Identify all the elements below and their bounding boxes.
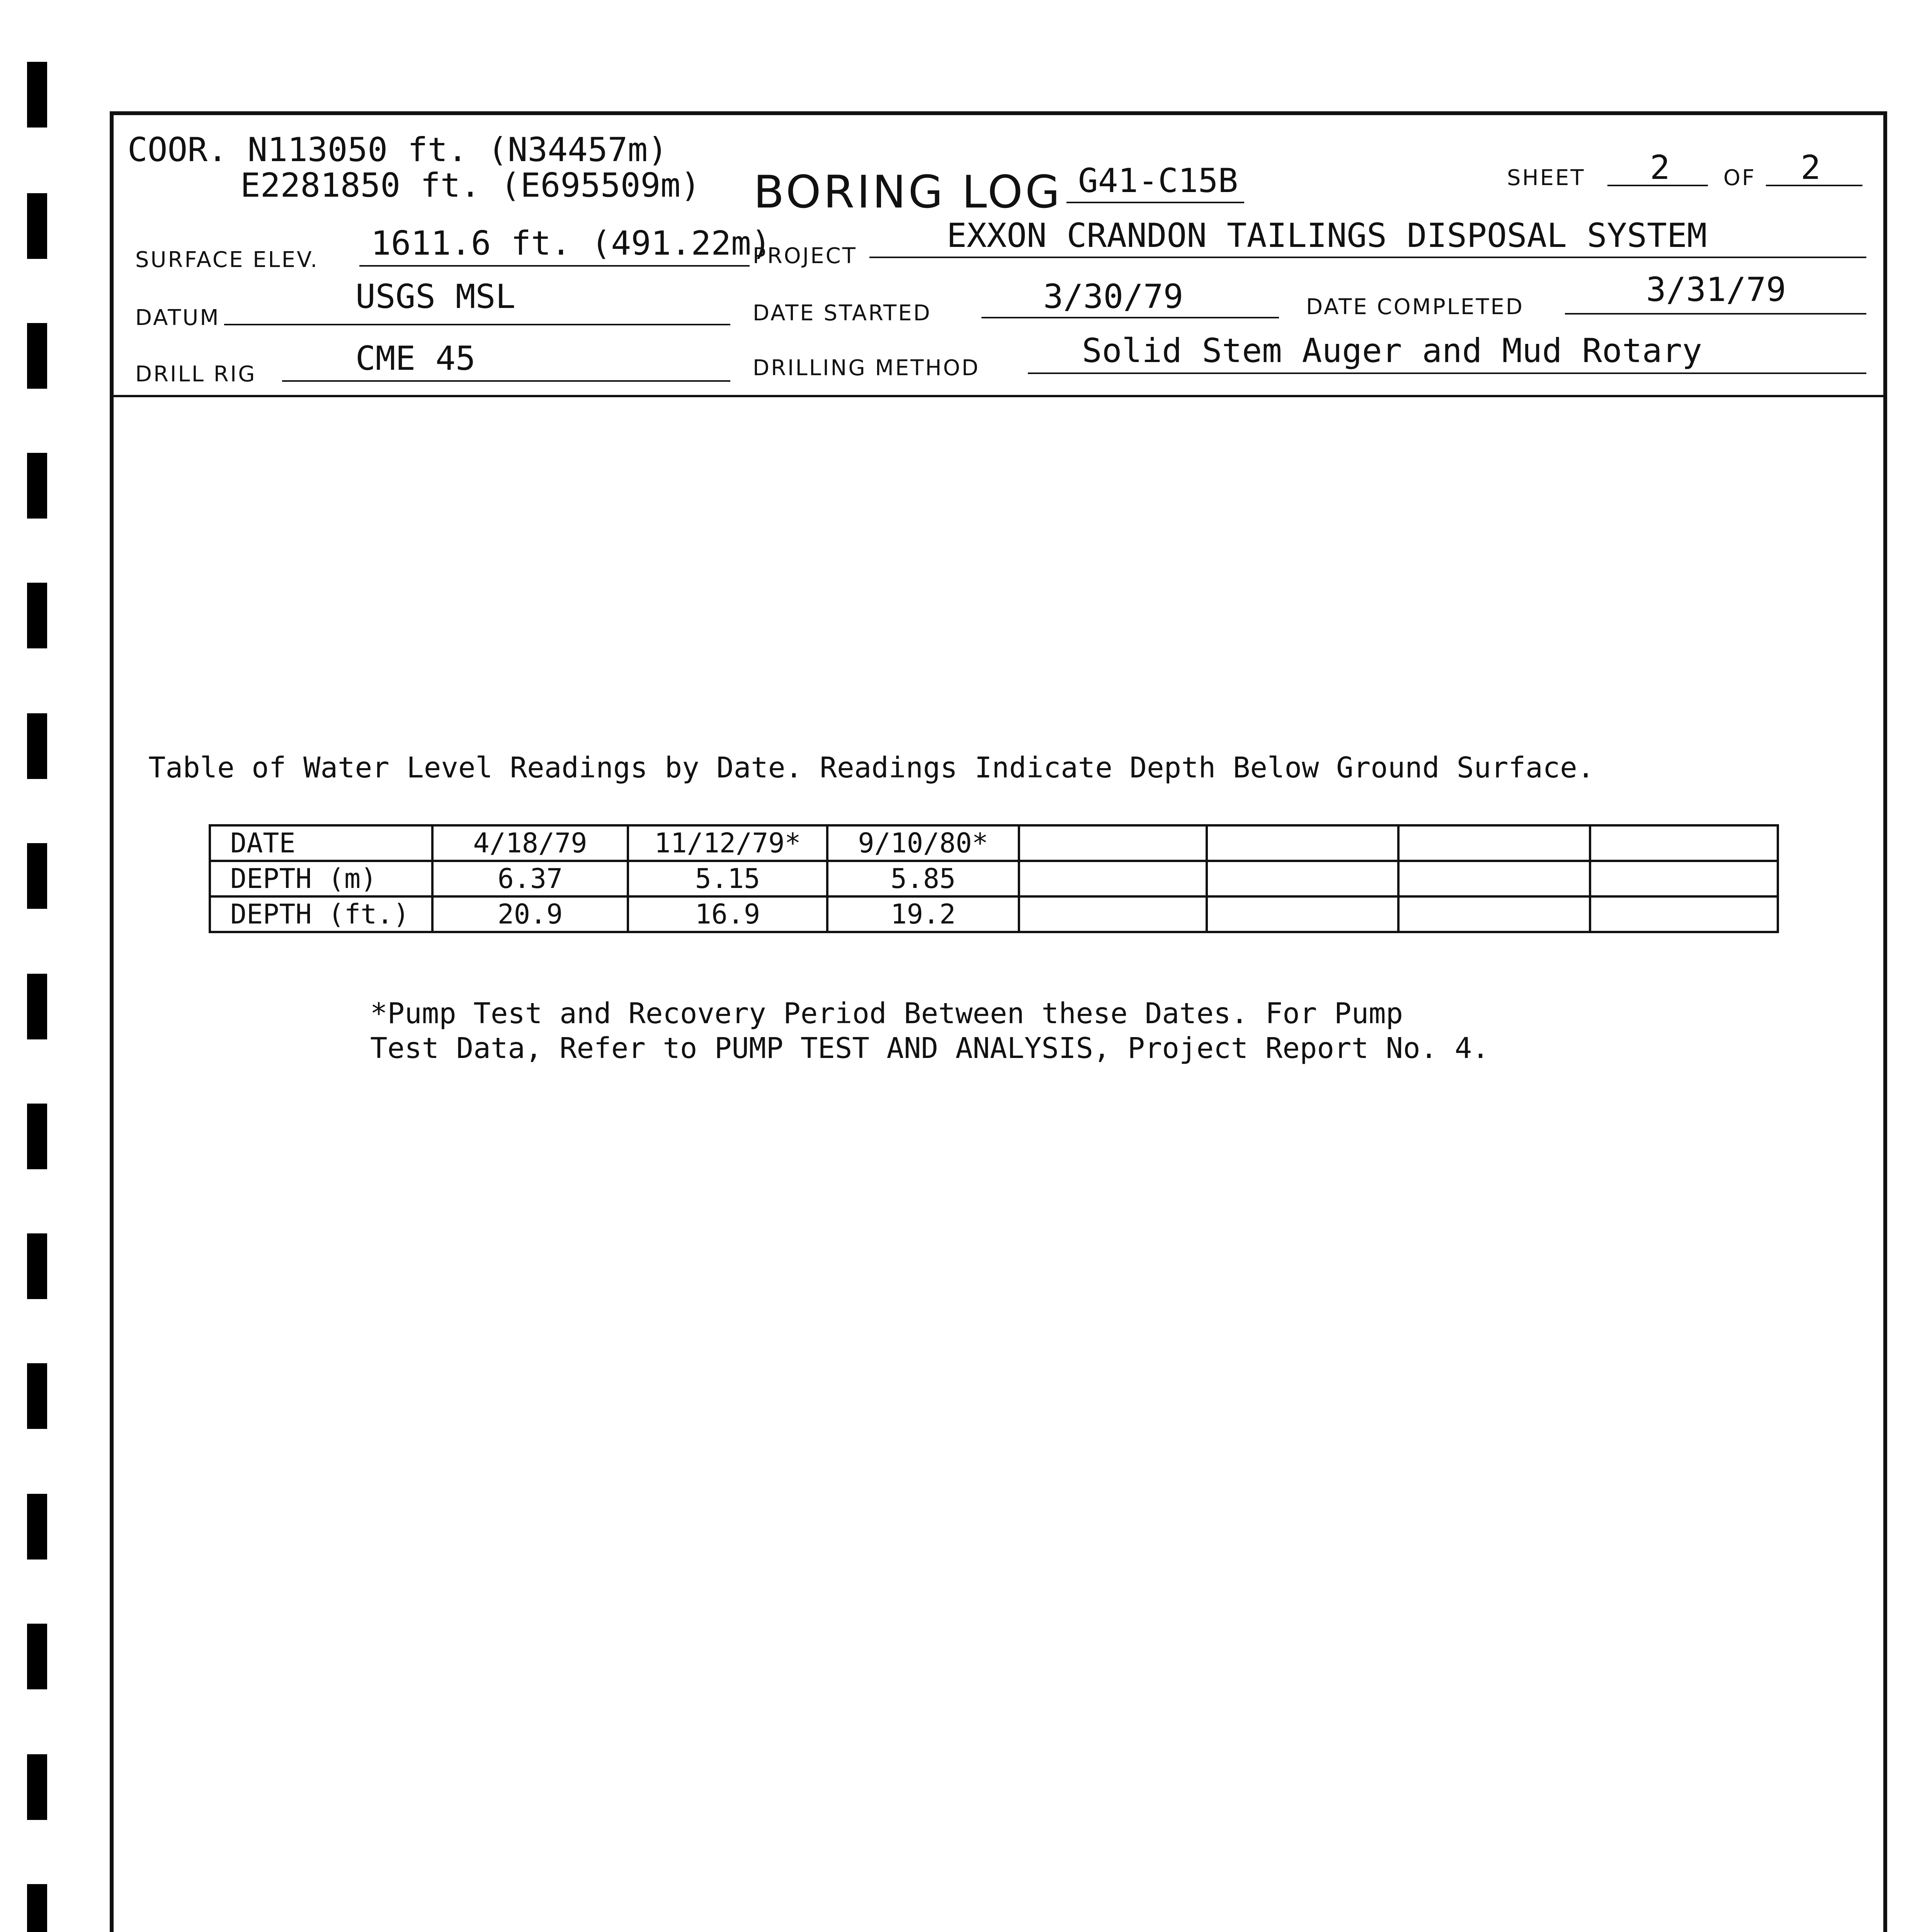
table-row bbox=[210, 861, 1778, 896]
note-line-1: *Pump Test and Recovery Period Between these Dates. For Pump bbox=[370, 997, 1403, 1030]
row-label: DEPTH (ft.) bbox=[210, 896, 432, 932]
coor-northing: N113050 ft. (N34457m) bbox=[247, 131, 668, 169]
coor-label: COOR. bbox=[128, 131, 228, 169]
date-started-value: 3/30/79 bbox=[1043, 277, 1184, 316]
table-cell bbox=[1207, 825, 1398, 861]
page-title: BORING LOG bbox=[753, 166, 1062, 218]
water-level-table bbox=[209, 824, 1779, 933]
table-caption: Table of Water Level Readings by Date. Readings Indicate Depth Below Ground Surface. bbox=[148, 751, 1595, 784]
table-cell: 9/10/80* bbox=[827, 825, 1019, 861]
drill-rig-label: DRILL RIG bbox=[135, 362, 257, 387]
binder-mark bbox=[27, 1363, 47, 1429]
coor-easting: E2281850 ft. (E695509m) bbox=[240, 166, 701, 205]
table-cell: 16.9 bbox=[628, 896, 827, 932]
table-cell bbox=[1398, 825, 1590, 861]
row-label: DATE bbox=[210, 825, 432, 861]
drilling-method-label: DRILLING METHOD bbox=[753, 355, 980, 381]
table-cell: 4/18/79 bbox=[432, 825, 628, 861]
drilling-method-value: Solid Stem Auger and Mud Rotary bbox=[1082, 332, 1702, 370]
binder-mark bbox=[27, 1884, 47, 1932]
table-cell bbox=[1207, 896, 1398, 932]
binder-mark bbox=[27, 453, 47, 519]
sheet-total: 2 bbox=[1801, 148, 1821, 187]
binder-mark bbox=[27, 1624, 47, 1689]
table-cell: 11/12/79* bbox=[628, 825, 827, 861]
table-cell bbox=[1590, 861, 1778, 896]
binder-mark bbox=[27, 62, 47, 128]
table-cell: 20.9 bbox=[432, 896, 628, 932]
table-row bbox=[210, 825, 1778, 861]
date-completed-label: DATE COMPLETED bbox=[1306, 294, 1524, 320]
binder-mark bbox=[27, 323, 47, 389]
datum-label: DATUM bbox=[135, 305, 220, 330]
table-cell bbox=[1398, 896, 1590, 932]
binder-mark bbox=[27, 1104, 47, 1169]
note-line-2: Test Data, Refer to PUMP TEST AND ANALYSIS, Project Report No. 4. bbox=[370, 1032, 1489, 1065]
binder-mark bbox=[27, 713, 47, 779]
table-row bbox=[210, 896, 1778, 932]
binder-mark bbox=[27, 1233, 47, 1299]
binder-mark bbox=[27, 843, 47, 909]
drill-rig-value: CME 45 bbox=[355, 339, 476, 378]
table-cell bbox=[1398, 861, 1590, 896]
of-label: OF bbox=[1723, 165, 1756, 190]
header-divider bbox=[110, 395, 1887, 397]
surface-elev-value: 1611.6 ft. (491.22m) bbox=[371, 224, 771, 263]
table-cell: 5.15 bbox=[628, 861, 827, 896]
project-label: PROJECT bbox=[753, 243, 857, 269]
project-value: EXXON CRANDON TAILINGS DISPOSAL SYSTEM bbox=[947, 216, 1707, 255]
date-completed-value: 3/31/79 bbox=[1646, 270, 1786, 309]
table-cell bbox=[1590, 825, 1778, 861]
sheet-label: SHEET bbox=[1507, 165, 1585, 190]
sheet-number: 2 bbox=[1650, 148, 1670, 187]
binder-mark bbox=[27, 193, 47, 259]
binder-mark bbox=[27, 974, 47, 1039]
table-cell: 5.85 bbox=[827, 861, 1019, 896]
table-cell bbox=[1019, 896, 1207, 932]
table-cell bbox=[1019, 825, 1207, 861]
datum-value: USGS MSL bbox=[355, 277, 516, 316]
table-cell bbox=[1019, 861, 1207, 896]
table-cell bbox=[1590, 896, 1778, 932]
table-cell: 19.2 bbox=[827, 896, 1019, 932]
binder-mark bbox=[27, 1754, 47, 1820]
table-cell: 6.37 bbox=[432, 861, 628, 896]
surface-elev-label: SURFACE ELEV. bbox=[135, 247, 319, 272]
row-label: DEPTH (m) bbox=[210, 861, 432, 896]
table-cell bbox=[1207, 861, 1398, 896]
date-started-label: DATE STARTED bbox=[753, 301, 932, 326]
binder-mark bbox=[27, 583, 47, 648]
binder-mark bbox=[27, 1494, 47, 1560]
coordinates bbox=[128, 131, 668, 169]
log-id: G41-C15B bbox=[1078, 162, 1238, 200]
